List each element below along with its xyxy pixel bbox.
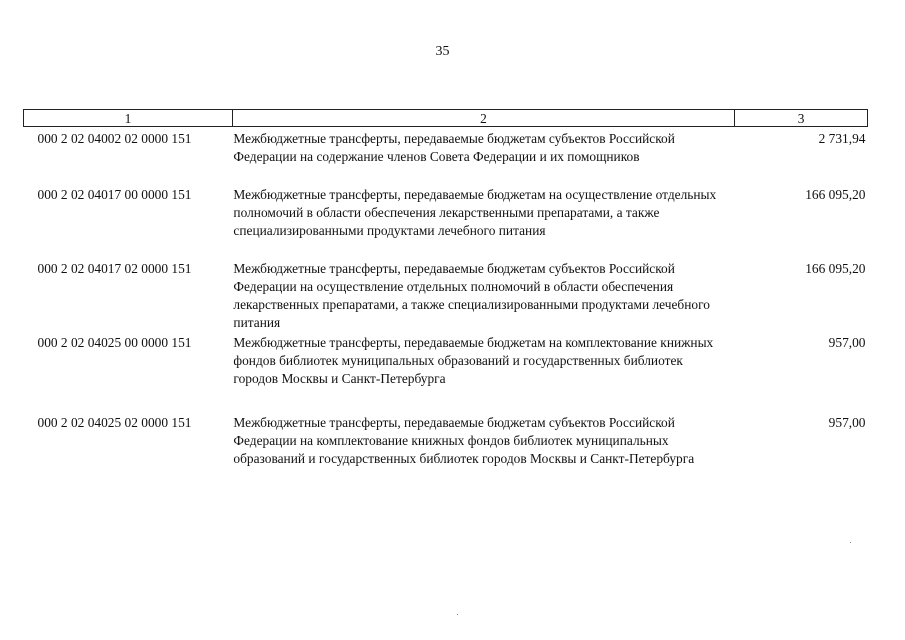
table-row: [24, 260, 868, 334]
item-description: Межбюджетные трансферты, передаваемые бюджетам на комплектование книжных фондов библиотек муниципальных образований и государственных библиотек городов Москвы и Санкт-Петербурга: [233, 335, 714, 386]
item-description: Межбюджетные трансферты, передаваемые бюджетам субъектов Российской Федерации на содержание членов Совета Федерации и их помощников: [233, 131, 675, 164]
table-header: [24, 110, 868, 127]
budget-table: [23, 109, 868, 486]
header-col-2: 2: [232, 110, 734, 127]
table-row: [24, 334, 868, 414]
classification-code: 000 2 02 04017 00 0000 151: [37, 187, 192, 202]
classification-code: 000 2 02 04025 00 0000 151: [37, 335, 192, 350]
item-description: Межбюджетные трансферты, передаваемые бюджетам на осуществление отдельных полномочий в области обеспечения лекарственными препаратами, а также специализированными продуктами лечебного питания: [233, 187, 717, 238]
item-amount: 957,00: [828, 415, 866, 430]
item-amount: 166 095,20: [805, 187, 866, 202]
item-amount: 166 095,20: [805, 261, 866, 276]
item-amount: 2 731,94: [818, 131, 866, 146]
table-row: [24, 186, 868, 260]
table-row: [24, 127, 868, 187]
item-amount: 957,00: [828, 335, 866, 350]
scan-speck: [850, 542, 851, 543]
table-body: [24, 127, 868, 487]
scan-speck: [457, 614, 458, 615]
item-description: Межбюджетные трансферты, передаваемые бюджетам субъектов Российской Федерации на комплектование книжных фондов библиотек муниципальных образований и государственных библиотек городов Москвы и Санкт-Петербурга: [233, 415, 695, 466]
classification-code: 000 2 02 04025 02 0000 151: [37, 415, 192, 430]
header-col-1: 1: [24, 110, 233, 127]
item-description: Межбюджетные трансферты, передаваемые бюджетам субъектов Российской Федерации на осуществление отдельных полномочий в области обеспечения лекарственных препаратами, а также специализированными продуктами лечебного питания: [233, 261, 710, 330]
header-col-3: 3: [735, 110, 868, 127]
classification-code: 000 2 02 04017 02 0000 151: [37, 261, 192, 276]
header-row: [24, 110, 868, 127]
table-row: [24, 414, 868, 486]
classification-code: 000 2 02 04002 02 0000 151: [37, 131, 192, 146]
page-number: 35: [435, 44, 450, 59]
